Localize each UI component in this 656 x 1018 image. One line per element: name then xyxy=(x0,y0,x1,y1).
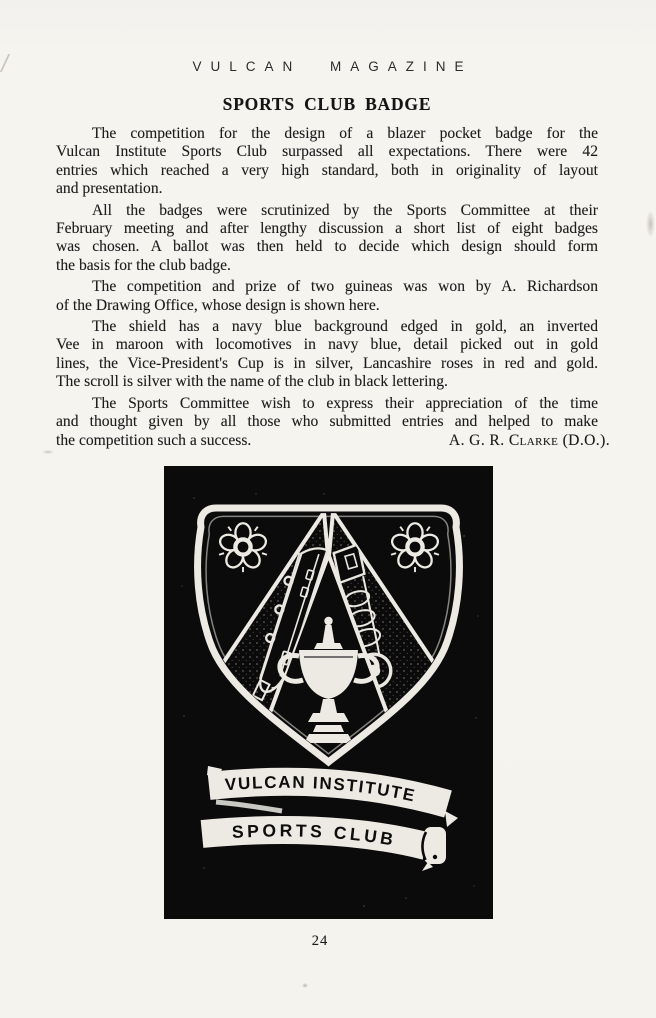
scan-mark-bottom xyxy=(302,983,308,988)
text-line: Vee in maroon with locomotives in navy blue, detail picked out in gold xyxy=(56,336,598,354)
paragraph xyxy=(56,125,598,199)
text-line: lines, the Vice-President's Cup is in silver, Lancashire roses in red and gold. xyxy=(56,354,598,372)
text-line: The competition for the design of a blazer pocket badge for the xyxy=(92,125,598,142)
text-line: The shield has a navy blue background edged in gold, an inverted xyxy=(92,318,598,336)
scan-mark-right-edge xyxy=(646,210,655,238)
text-line: The scroll is silver with the name of the club in black lettering. xyxy=(56,373,448,391)
paragraph xyxy=(56,202,598,276)
page-number: 24 xyxy=(311,933,329,949)
text-line: February meeting and after lengthy discussion a short list of eight badges xyxy=(56,220,598,238)
text-line: and presentation. xyxy=(56,180,163,198)
text-line: the competition such a success. xyxy=(56,431,252,449)
scan-mark-left xyxy=(42,450,54,454)
article-title: SPORTS CLUB BADGE xyxy=(222,94,432,114)
author-signature: A. G. R. Clarke (D.O.). xyxy=(448,431,610,449)
text-line: was chosen. A ballot was then held to decide which design should form xyxy=(56,238,598,256)
text-line: the basis for the club badge. xyxy=(56,256,231,274)
text-line: All the badges were scrutinized by the Sports Committee at their xyxy=(92,201,598,219)
text-line: of the Drawing Office, whose design is shown here. xyxy=(56,296,380,314)
text-line: entries which reached a very high standard, both in originality of layout xyxy=(56,161,598,179)
paragraph xyxy=(56,394,610,450)
text-line: The competition and prize of two guineas was won by A. Richardson xyxy=(92,278,598,296)
article-body xyxy=(56,125,610,450)
text-line: and thought given by all those who submitted entries and helped to make xyxy=(56,413,598,431)
text-line: The Sports Committee wish to express their appreciation of the time xyxy=(92,394,598,412)
badge-image xyxy=(164,466,493,919)
running-head: VULCAN MAGAZINE xyxy=(192,59,473,74)
text-line: Vulcan Institute Sports Club surpassed all expectations. There were 42 xyxy=(56,143,598,161)
banner-top-text: VULCAN INSTITUTE xyxy=(224,772,418,806)
paragraph xyxy=(56,278,598,315)
scan-mark-top-left xyxy=(0,54,10,72)
banner-bottom-text: SPORTS CLUB xyxy=(231,820,399,850)
text-line-with-signature xyxy=(56,431,610,450)
paragraph xyxy=(56,318,598,392)
